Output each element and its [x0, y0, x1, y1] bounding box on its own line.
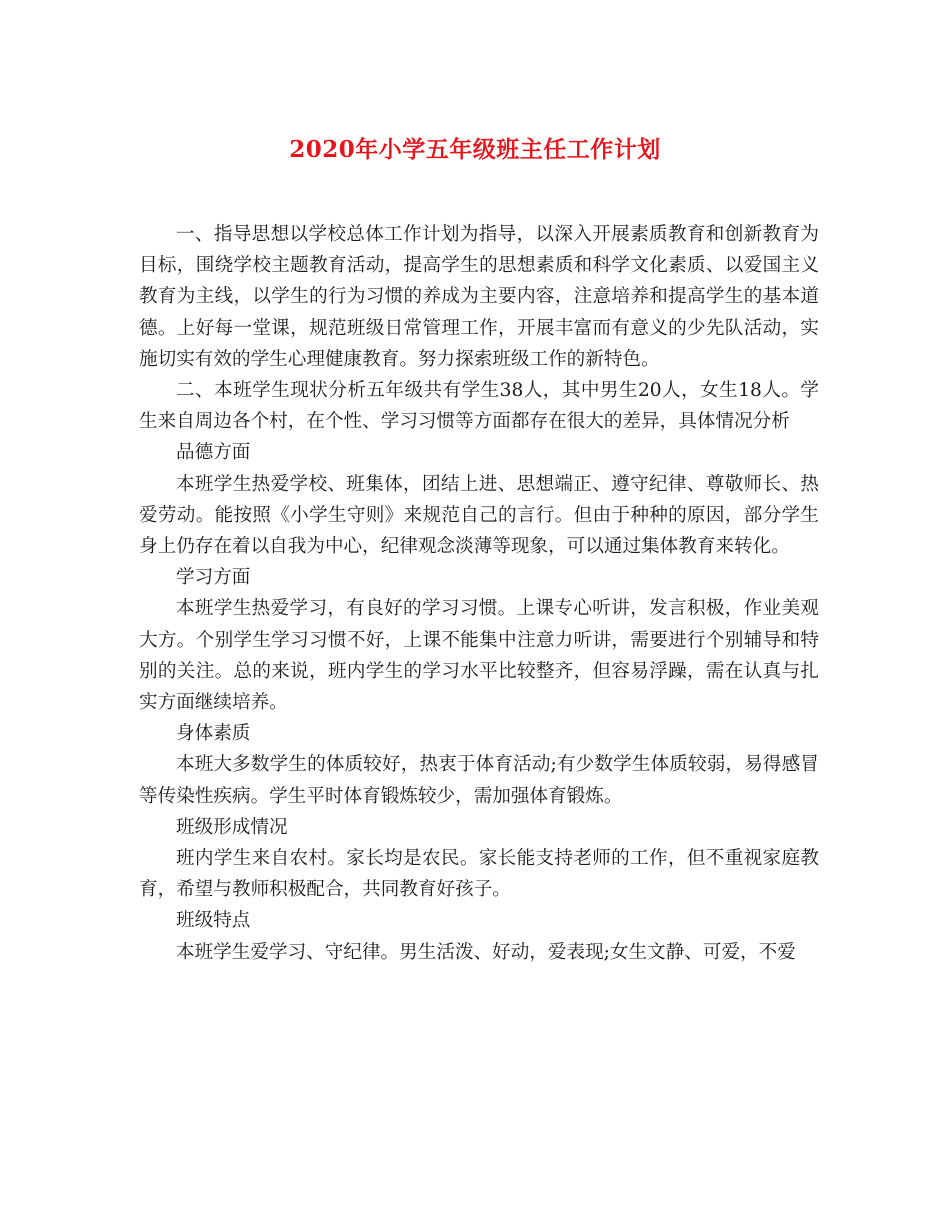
subheading-study: 学习方面	[176, 567, 251, 589]
subheading-class-formation: 班级形成情况	[176, 816, 288, 838]
document-title: 2020年小学五年级班主任工作计划	[289, 136, 661, 163]
subheading-class-features: 班级特点	[176, 910, 251, 932]
paragraph-class-analysis: 二、本班学生现状分析五年级共有学生38人，其中男生20人，女生18人。学生来自周边各个村，在个性、学习习惯等方面都存在很大的差异，具体情况分析	[139, 380, 819, 433]
paragraph-class-formation: 班内学生来自农村。家长均是农民。家长能支持老师的工作，但不重视家庭教育，希望与教师积极配合，共同教育好孩子。	[139, 848, 819, 901]
subheading-moral: 品德方面	[176, 442, 251, 464]
paragraph-moral: 本班学生热爱学校、班集体，团结上进、思想端正、遵守纪律、尊敬师长、热爱劳动。能按照《小学生守则》来规范自己的言行。但由于种种的原因，部分学生身上仍存在着以自我为中心，纪律观念淡薄等现象，可以通过集体教育来转化。	[139, 473, 819, 558]
subheading-physical: 身体素质	[176, 723, 251, 745]
paragraph-class-features: 本班学生爱学习、守纪律。男生活泼、好动，爱表现;女生文静、可爱，不爱	[176, 941, 796, 963]
document-body	[139, 219, 819, 968]
paragraph-guiding-ideology: 一、指导思想以学校总体工作计划为指导，以深入开展素质教育和创新教育为目标，围绕学校主题教育活动，提高学生的思想素质和科学文化素质、以爱国主义教育为主线，以学生的行为习惯的养成为主要内容，注意培养和提高学生的基本道德。上好每一堂课，规范班级日常管理工作，开展丰富而有意义的少先队活动，实施切实有效的学生心理健康教育。努力探索班级工作的新特色。	[139, 224, 819, 370]
paragraph-physical: 本班大多数学生的体质较好，热衷于体育活动;有少数学生体质较弱，易得感冒等传染性疾病。学生平时体育锻炼较少，需加强体育锻炼。	[139, 754, 819, 807]
paragraph-study: 本班学生热爱学习，有良好的学习习惯。上课专心听讲，发言积极，作业美观大方。个别学生学习习惯不好，上课不能集中注意力听讲，需要进行个别辅导和特别的关注。总的来说，班内学生的学习水平比较整齐，但容易浮躁，需在认真与扎实方面继续培养。	[139, 598, 819, 714]
